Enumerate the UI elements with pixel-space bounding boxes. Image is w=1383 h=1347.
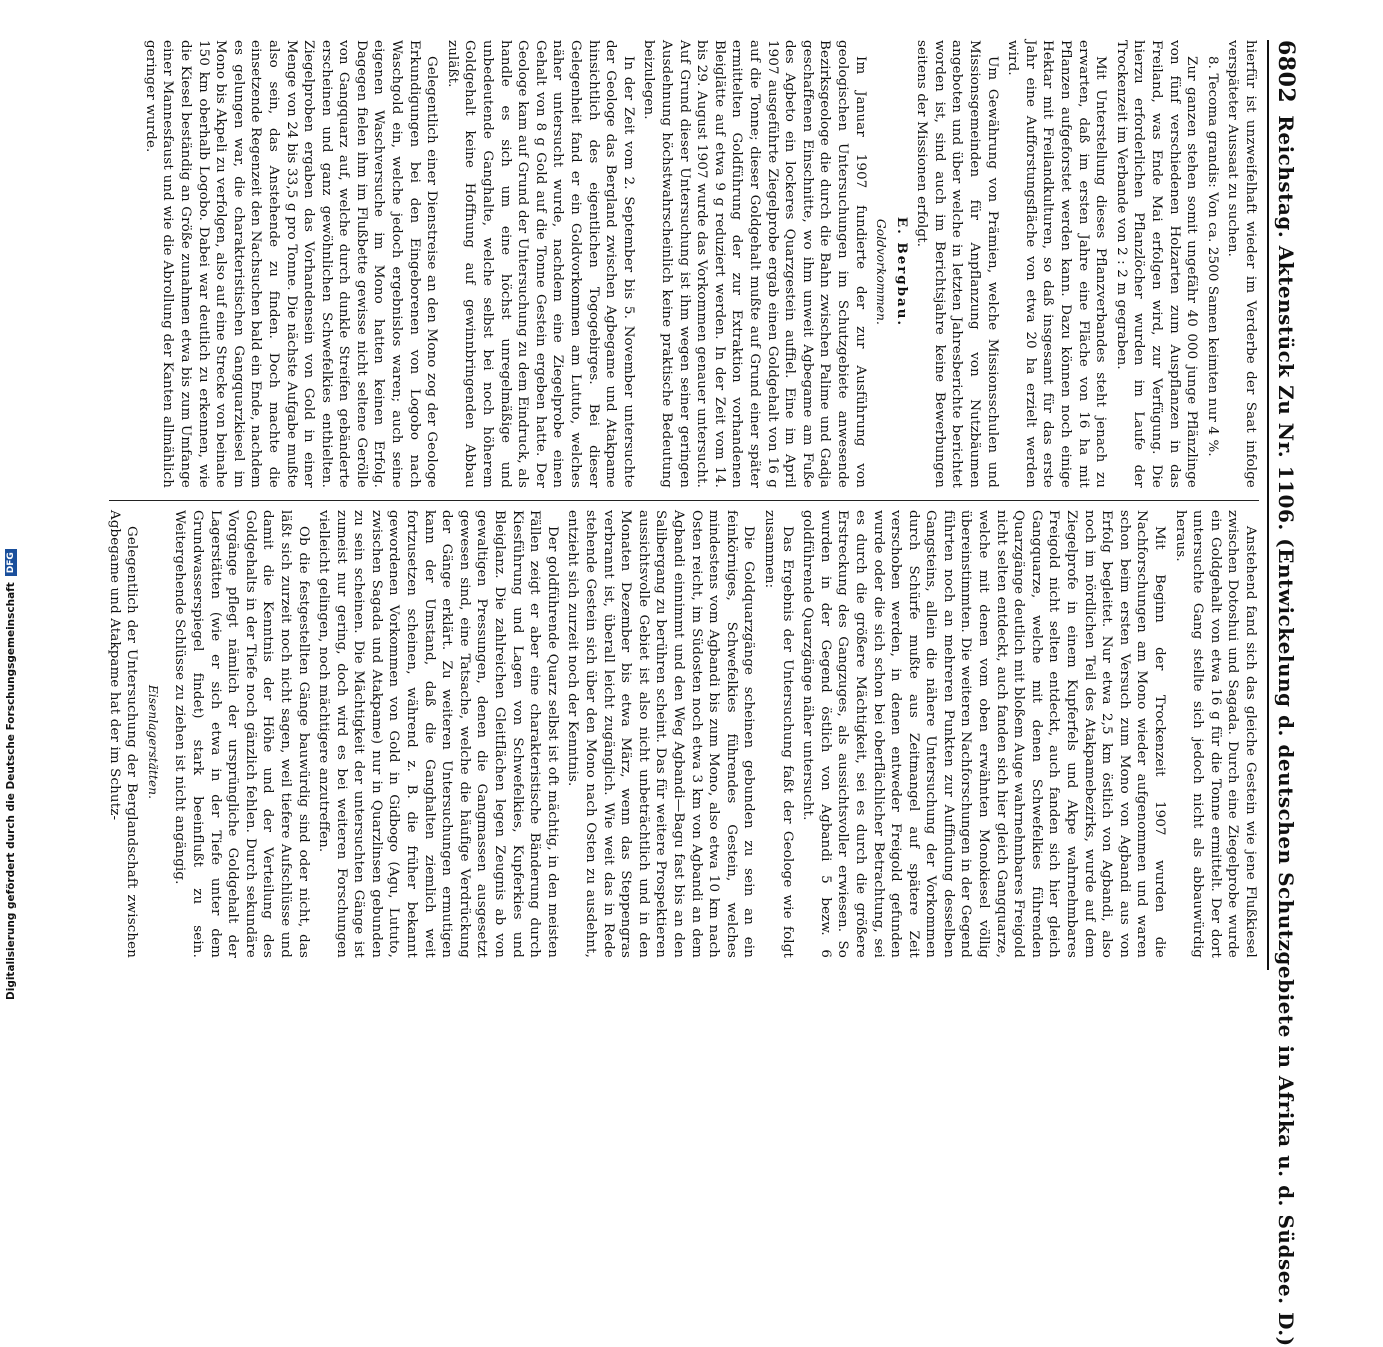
column-divider [109,500,1259,501]
section-heading: E. Bergbau. [893,216,910,328]
paragraph: In der Zeit vom 2. September bis 5. November untersuchte der Geologe das Bergland zwischen Agbegame und Atakpame hinsichtlich des eigentlichen Togogebirges. Bei dieser Gelegenheit fand er ein Goldvorkommen am Lututo, welches näher untersucht wurde, nachdem eine Ziegelprobe einen Gehalt von 8 g Gold auf die Tonne Gestein ergeben hatte. Der Geologe kam auf Grund der Untersuchung zu dem Eindruck, als handle es sich um eine höchst unregelmäßige und unbedeutende Ganghalte, welche selbst bei noch höherem Goldgehalt keine Hoffnung auf gewinnbringenden Abbau zuläßt. [444,40,636,488]
subsection-heading: Eisenlagerstätten. [145,684,160,800]
paragraph: Um Gewährung von Prämien, welche Missionsschulen und Missionsgemeinden für Anpflanzung von Nutzbäumen angeboten und über welche in letzten Jahresberichte berichtet worden ist, sind auch im Berichtsjahre keine Bewerbungen seitens der Missionen erfolgt. [914,40,1000,488]
paragraph: Der goldführende Quarz selbst ist oft mächtig, in den meisten Fällen zeigt er aber eine charakteristische Bänderung durch Kiesführung und Lagen von Schwefelkies, Kupferkies und Bleiglanz. Die zahlreichen Gleitflächen legen Zeugnis ab von gewaltigen Pressungen, denen die Gangmassen ausgesetzt gewesen sind, eine Tatsache, welche die häufige Verdrückung der Gänge erklärt. Zu weiteren Untersuchungen ermutigen kann der Umstand, daß die Ganghalten ziemlich weit fortzusetzen scheinen, während z. B. die früher bekannt gewordenen Vorkommen von Gold in Gidbogo (Agu, Lututo, zwischen Sagada und Atakpame) nur in Quarzlinsen gebunden zu sein scheinen. Die Mächtigkeit der untersuchten Gänge ist zumeist nur gering, doch wird es bei weiteren Forschungen vielleicht gelingen, noch mächtigere anzutreffen. [316,510,560,958]
document-page [73,40,1303,1347]
page-number: 6802 [1273,40,1299,104]
paragraph: 8. Tecoma grandis: Von ca. 2500 Samen keimten nur 4 %. [1204,56,1220,457]
paragraph: Die Goldquarzgänge scheinen gebunden zu sein an ein feinkörniges, Schwefelkies führendes Gestein, welches mindestens vom Agbandi bis zum Mono, also etwa 10 km nach Osten reicht, im Südosten noch etwa 3 km von Agbandi an dem Agbandi einnimmt und den Weg Agbandi—Bagu fast bis an den Salibergang zu berühren scheint. Das für weitere Prospektieren aussichtsvolle Gebiet ist also nicht unbeträchtlich und in den Monaten Dezember bis etwa März, wenn das Steppengras verbrannt ist, überall leicht zugänglich. Wie weit das in Rede stehende Gestein sich über den Mono nach Osten zu ausdehnt, entzieht sich zurzeit noch der Kenntnis. [565,510,757,958]
right-column [106,510,1259,958]
paragraph: Gelegentlich der Untersuchung der Berglandschaft zwischen Agbegame und Atakpame hat der im Schutz- [106,510,140,958]
paragraph: Mit Unterstellung dieses Pflanzverbandes steht jenach zu erwarten, daß im ersten Jahre eine Fläche von 16 ha mit Pflanzen aufgeforstet werden kann. Dazu können noch einige Hektar mit Freilandkulturen, so daß insgesamt für das erste Jahr eine Aufforstungsfläche von etwa 20 ha erzielt werden wird. [1005,40,1109,488]
dfg-logo-icon: DFG [5,549,17,576]
credit-text: Digitalisierung gefördert durch die Deutsche Forschungsgemeinschaft [5,582,17,1000]
paragraph: Mit Beginn der Trockenzeit 1907 wurden die Nachforschungen am Mono wieder aufgenommen und waren schon beim ersten Versuch zum Mono von Agbandi aus von Erfolg begleitet. Nur etwa 2,5 km östlich von Agbandi, also noch im nördlichen Teil des Atakpamebezirks, wurde auf dem Ziegelprofe in einem Kupferfels und Akpe wahrnehmbares Freigold nicht selten entdeckt, auch fanden sich hier gleich Gangquarze, welche mit denen Schwefelkies führenden Quarzgänge deutlich mit bloßem Auge wahrnehmbares Freigold nicht selten entdeckt, auch fanden sich hier gleich Gangquarze, welche mit denen vom oben erwähnten Monokiesel völlig übereinstimmten. Die weiteren Nachforschungen in der Gegend führten noch an mehreren Punkten zur Auffindung desselben Gangsteins, allein die nähere Untersuchung der Vorkommen durch Schürfe mußte aus Zeitmangel auf spätere Zeit verschoben werden, in denen entweder Freigold gefunden wurde oder die sich schon bei oberflächlicher Betrachtung, sei es durch die größere Mächtigkeit, sei es durch die größere Erstreckung des Gangzuges, als aussichtsvoller erwiesen. So wurden in der Gegend östlich von Agbandi 5 bezw. 6 goldführende Quarzgänge näher untersucht. [800,510,1168,958]
paragraph: Das Ergebnis der Untersuchung faßt der Geologe wie folgt zusammen: [761,510,795,958]
left-column [109,40,1259,488]
paragraph: Gelegentlich einer Dienstreise an den Mono zog der Geologe Erkundigungen bei den Eingeborenen von Logobo nach Waschgold ein, welche jedoch ergebnislos waren; auch seine eigenen Waschversuche im Mono hatten keinen Erfolg. Dagegen fielen ihm im Flußbette gewisse nicht seltene Gerölle von Gangquarz auf, welche durch dunkle Streifen gebänderte erscheinen und ganz gewöhnlichen Schwefelkies enthielten. Ziegelproben ergaben das Vorhandensein von Gold in einer Menge von 24 bis 33,5 g pro Tonne. Die nächste Aufgabe mußte also sein, das Anstehende zu finden. Doch machte die einsetzende Regenzeit den Nachsuchen bald ein Ende, nachdem es gelungen war, die charakteristischen Gangquarzkiesel im Mono bis Akpeli zu verfolgen, also auf eine Strecke von beinahe 150 km oberhalb Logobo. Dabei war deutlich zu erkennen, wie die Kiesel beständig an Größe zunahmen etwa bis zum Umfange einer Mannesfaust und wie die Abrollung der Kanten allmählich geringer wurde. [142,40,440,488]
paragraph: Ob die festgestellten Gänge bauwürdig sind oder nicht, das läßt sich zurzeit noch nicht sagen, weil tiefere Aufschlüsse und damit die Kenntnis der Höhe und der Verteilung des Goldgehalts in der Tiefe noch gänzlich fehlen. Durch sekundäre Vorgänge pflegt nämlich der ursprüngliche Goldgehalt der Lagerstätten (wie er sich etwa in der Tiefe unter dem Grundwasserspiegel findet) stark beeinflußt zu sein. Weitergehende Schlüsse zu ziehen ist nicht angängig. [172,510,311,958]
paragraph: Im Januar 1907 fundierte der zur Ausführung von geologischen Untersuchungen im Schutzgebiete anwesende Bezirksgeologe die durch die Bahn zwischen Palime und Gadja geschaffenen Einschnitte, wo ihm unweit Agbegame am Fuße des Agbeto ein lockeres Quarzgestein auffiel. Eine im April 1907 ausgeführte Ziegelprobe ergab einen Goldgehalt von 16 g auf die Tonne; dieser Goldgehalt mußte auf Grund einer später ermittelten Goldführung der zur Extraktion vorhandenen Bleiglätte auf etwa 9 g reduziert werden. In der Zeit vom 14. bis 29. August 1907 wurde das Vorkommen genauer untersucht. Auf Grund dieser Untersuchung ist ihm wegen seiner geringen Ausdehnung höchstwahrscheinlich keine praktische Bedeutung beizulegen. [641,40,868,488]
page-header [1267,40,1303,1347]
digitization-credit [4,549,18,1000]
subsection-heading: Goldvorkommen. [874,218,889,326]
paragraph: Anstehend fand sich das gleiche Gestein wie jene Flußkiesel zwischen Dotoshui und Sagada. Durch eine Ziegelprobe wurde ein Goldgehalt von etwa 16 g für die Tonne ermittelt. Der dort untersuchte Gang stellte sich jedoch nicht als abbauwürdig heraus. [1172,510,1258,958]
paragraph: Zur ganzen stehen somit ungefähr 40 000 junge Pflänzlinge von fünf verschiedenen Holzarten zum Auspflanzen in das Freiland, was Ende Mai erfolgen wird, zur Verfügung. Die hierzu erforderlichen Pflanzlöcher wurden im Laufe der Trockenzeit im Verbande von 2 : 2 m gegraben. [1113,40,1200,488]
page-title: Reichstag. Aktenstück Zu Nr. 1106. (Entwickelung d. deutschen Schutzgebiete in Afrika u. d. Südsee. D.) [1274,115,1298,1347]
paragraph: hierfür ist unzweifelhaft wieder im Verderbe der Saat infolge verspäteter Aussaat zu suchen. [1225,40,1258,488]
